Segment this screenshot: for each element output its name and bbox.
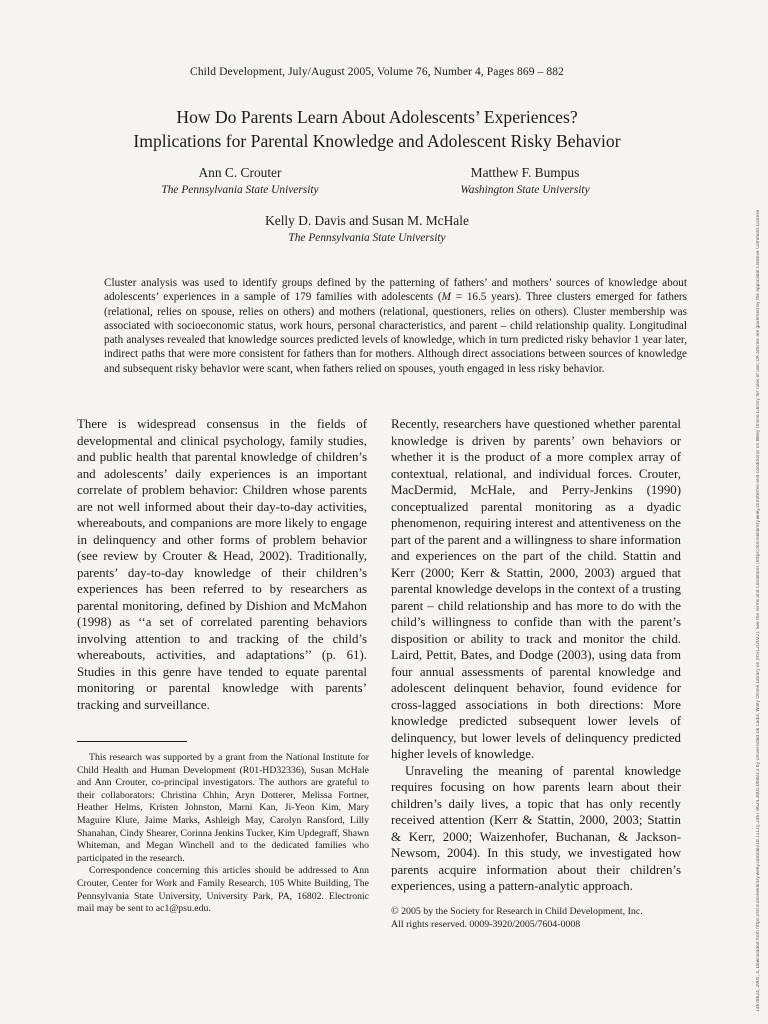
body-column-right [391,416,681,895]
article-title [0,105,754,153]
author-affiliation: The Pennsylvania State University [288,232,446,244]
abstract [104,276,687,376]
body-paragraph: There is widespread consensus in the fields of developmental and clinical psychology, family studies, and public health that parental knowledge of children’s and adolescents’ daily experiences is an important correlate of problem behavior: Children whose parents are not well informed about their day-to-day activities, whereabouts, and companions are more likely to engage in delinquency and other forms of problem behavior (see review by Crouter & Head, 2002). Traditionally, parents’ day-to-day knowledge of their children’s experiences has been referred to by researchers as parental monitoring, defined by Dishion and McMahon (1998) as ‘‘a set of correlated parenting behaviors involving attention to and tracking of the child’s whereabouts, activities, and adaptations’’ (p. 61). Studies in this genre have tended to equate parental monitoring or parental knowledge with parents’ tracking and surveillance. [77,417,367,712]
copyright-line-2: All rights reserved. 0009-3920/2005/7604-0008 [391,918,581,930]
copyright-symbol: © [391,906,399,917]
author-block-1 [90,164,390,198]
author-name: Matthew F. Bumpus [470,165,580,180]
abstract-text [104,276,687,376]
body-paragraph: Unraveling the meaning of parental knowledge requires focusing on how parents learn about their children’s daily lives, a topic that has only recently received attention (Kerr & Stattin, 2000, 2003; Stattin & Kerr, 2000; Waizenhofer, Buchanan, & Jackson-Newsom, 2004). In this study, we investigated how parents acquire information about their children’s experiences, using a pattern-analytic approach. [391,763,681,893]
copyright-line-1 [391,906,691,919]
footnote-funding: This research was supported by a grant from the National Institute for Child Health and Human Development (R01-HD32336), Susan McHale and Ann Crouter, co-principal investigators. The authors are grateful to their collaborators: Christina Chhin, Aryn Dotterer, Melissa Fortner, Heather Helms, Kristen Johnston, Marni Kan, Ji-Yeon Kim, Mary Maguire Klute, Jaime Marks, Ashleigh May, Carolyn Ransford, Lilly Shanahan, Cindy Shearer, Corinna Jenkins Tucker, Kim Updegraff, Shawn Whiteman, and Megan Winchell and to the dedicated families who participated in the research. [77,752,369,864]
download-watermark-strip: 14678624, 2005, 4, Downloaded from https://srcd.onlinelibrary.wiley.com/doi/10.1111/j.1467-8624.2005.00883.x by Universidad De Cadiz, Wiley Online Library on [05/12/2022]. See the Terms and Conditions (https://onlinelibrary.wiley.com/terms-and-conditions) on Wiley Online Library for rules of use; OA articles are governed by the applicable Creative Commons License [756,209,761,1012]
body-paragraph: Recently, researchers have questioned whether parental knowledge is driven by parents’ own behaviors or whether it is the product of a more complex array of contextual, relational, and individual forces. Crouter, MacDermid, McHale, and Perry-Jenkins (1990) conceptualized parental monitoring as a dyadic phenomenon, requiring interest and attentiveness on the part of the parent and a willingness to share information and experiences on the part of the child. Stattin and Kerr (2000; Kerr & Stattin, 2000, 2003) argued that parental knowledge develops in the context of a trusting parent – child relationship and has more to do with the child’s willingness to confide than with the parent’s disposition or ability to track and monitor the child. Laird, Pettit, Bates, and Dodge (2003), using data from four annual assessments of parental knowledge and adolescent delinquent behavior, found evidence for cross-lagged associations in both directions: More knowledge predicted subsequent lower levels of delinquency, but lower levels of delinquency predicted higher levels of knowledge. [391,417,681,761]
title-line-1: How Do Parents Learn About Adolescents’ Experiences? [176,107,578,127]
footnote-divider [77,741,187,742]
author-affiliation: Washington State University [460,184,590,196]
abstract-text-part-2: = 16.5 years). Three clusters emerged for fathers (relational, relies on spouse, relies on others) and mothers (relational, questioners, relies on others). Cluster membership was associated with socioeconomic status, work hours, personal characteristics, and parent – child relationship quality. Longitudinal path analyses revealed that knowledge sources predicted levels of knowledge, which in turn predicted risky behavior 1 year later, indirect paths that were more consistent for fathers than for mothers. Although direct associations between sources of knowledge and subsequent risky behavior were scant, when fathers relied on spouses, youth engaged in less risky behavior. [104,291,687,375]
copyright-notice [391,906,691,931]
body-column-left [77,416,367,713]
mean-symbol: M [441,291,451,304]
author-block-3 [217,212,517,246]
footnote-correspondence: Correspondence concerning this articles should be addressed to Ann Crouter, Center for Work and Family Research, 105 White Building, The Pennsylvania State University, University Park, PA, 16802. Electronic mail may be sent to ac1@psu.edu. [77,865,369,915]
footnote [77,752,369,916]
title-line-2: Implications for Parental Knowledge and Adolescent Risky Behavior [133,131,621,151]
copyright-text-1: 2005 by the Society for Research in Child Development, Inc. [401,906,643,917]
running-head: Child Development, July/August 2005, Volume 76, Number 4, Pages 869 – 882 [190,66,564,78]
author-affiliation: The Pennsylvania State University [161,184,319,196]
author-name: Kelly D. Davis and Susan M. McHale [265,213,469,228]
author-name: Ann C. Crouter [198,165,282,180]
abstract-text-part-1: Cluster analysis was used to identify groups defined by the patterning of fathers’ and mothers’ sources of knowledge about adolescents’ experiences in a sample of 179 families with adolescents ( [104,277,687,304]
author-block-2 [375,164,675,198]
